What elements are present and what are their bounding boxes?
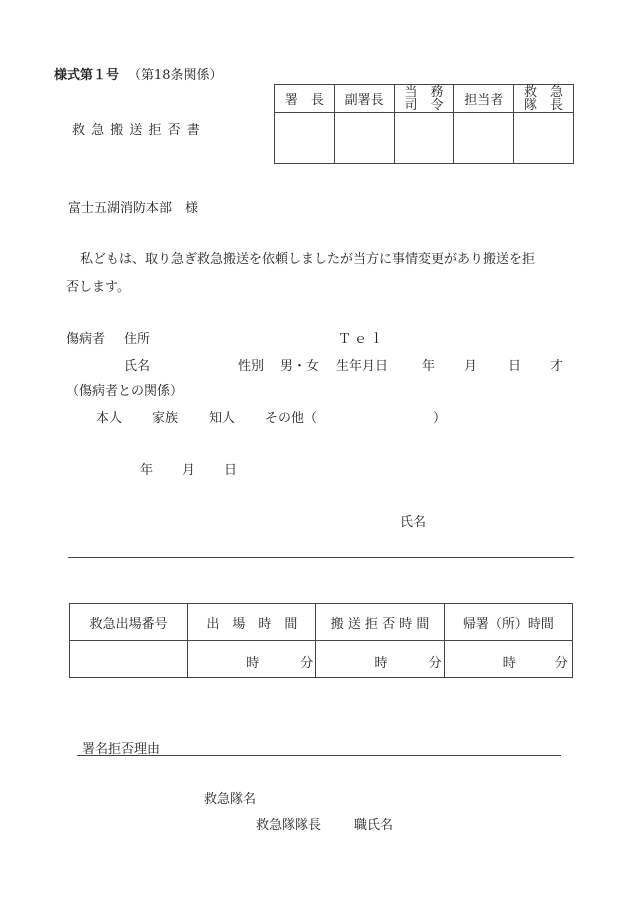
ambulance-captain-label: 救急隊隊長 — [256, 818, 322, 833]
patient-label: 傷病者 — [66, 332, 106, 347]
relation-label: （傷病者との関係） — [66, 384, 184, 399]
duty-commander-stamp-cell[interactable] — [394, 113, 454, 164]
deputy-chief-header: 副署長 — [334, 85, 394, 113]
relation-acquaintance[interactable]: 知人 — [209, 411, 236, 426]
relation-other-close: ） — [433, 411, 447, 426]
refusal-time-header: 搬 送 拒 否 時 間 — [316, 604, 444, 641]
duty-commander-header: 当 務 司 令 — [394, 85, 454, 113]
page-title: 救 急 搬 送 拒 否 書 — [72, 123, 201, 138]
ambulance-team-label[interactable]: 救急隊名 — [204, 792, 257, 807]
refusal-reason-label[interactable]: 署名拒否理由 — [82, 742, 161, 757]
relation-other[interactable]: その他（ — [265, 411, 318, 426]
form-relation: （第18条関係） — [128, 68, 223, 83]
dispatch-time-header: 出 場 時 間 — [188, 604, 316, 641]
date-day-unit: 日 — [224, 463, 238, 478]
person-in-charge-stamp-cell[interactable] — [454, 113, 514, 164]
chief-header: 署 長 — [275, 85, 335, 113]
birth-day-unit: 日 — [508, 359, 522, 374]
refusal-reason-line — [77, 755, 561, 756]
date-year-unit: 年 — [140, 463, 154, 478]
ambulance-captain-stamp-cell[interactable] — [514, 113, 574, 164]
dispatch-number-header: 救急出場番号 — [70, 604, 188, 641]
statement-line-1: 私どもは、取り急ぎ救急搬送を依頼しましたが当方に事情変更があり搬送を拒 — [80, 252, 536, 267]
deputy-chief-stamp-cell[interactable] — [334, 113, 394, 164]
dispatch-table — [69, 603, 573, 678]
birth-month-unit: 月 — [464, 359, 478, 374]
date-month-unit: 月 — [182, 463, 196, 478]
relation-family[interactable]: 家族 — [152, 411, 179, 426]
age-unit: 才 — [550, 359, 564, 374]
refusal-time-cell[interactable]: 時 分 — [316, 641, 444, 678]
sex-options[interactable]: 男・女 — [280, 359, 320, 374]
signer-name-label[interactable]: 氏名 — [400, 515, 427, 530]
birthdate-label: 生年月日 — [336, 359, 389, 374]
chief-stamp-cell[interactable] — [275, 113, 335, 164]
return-time-cell[interactable]: 時 分 — [444, 641, 572, 678]
form-number: 様式第１号 — [54, 68, 120, 83]
person-in-charge-header: 担当者 — [454, 85, 514, 113]
relation-self[interactable]: 本人 — [96, 411, 123, 426]
name-label[interactable]: 氏名 — [124, 359, 151, 374]
ambulance-captain-header: 救 急 隊 長 — [514, 85, 574, 113]
tel-label[interactable]: Ｔｅｌ — [338, 332, 387, 347]
divider-line — [68, 557, 574, 558]
approval-table — [274, 84, 574, 164]
statement-line-2: 否します。 — [66, 280, 130, 295]
title-name-label[interactable]: 職氏名 — [354, 818, 394, 833]
dispatch-time-cell[interactable]: 時 分 — [188, 641, 316, 678]
addressee: 富士五湖消防本部 様 — [68, 201, 199, 216]
address-label[interactable]: 住所 — [124, 332, 151, 347]
return-time-header: 帰署（所）時間 — [444, 604, 572, 641]
birth-year-unit: 年 — [422, 359, 436, 374]
sex-label: 性別 — [238, 359, 265, 374]
dispatch-number-cell[interactable] — [70, 641, 188, 678]
